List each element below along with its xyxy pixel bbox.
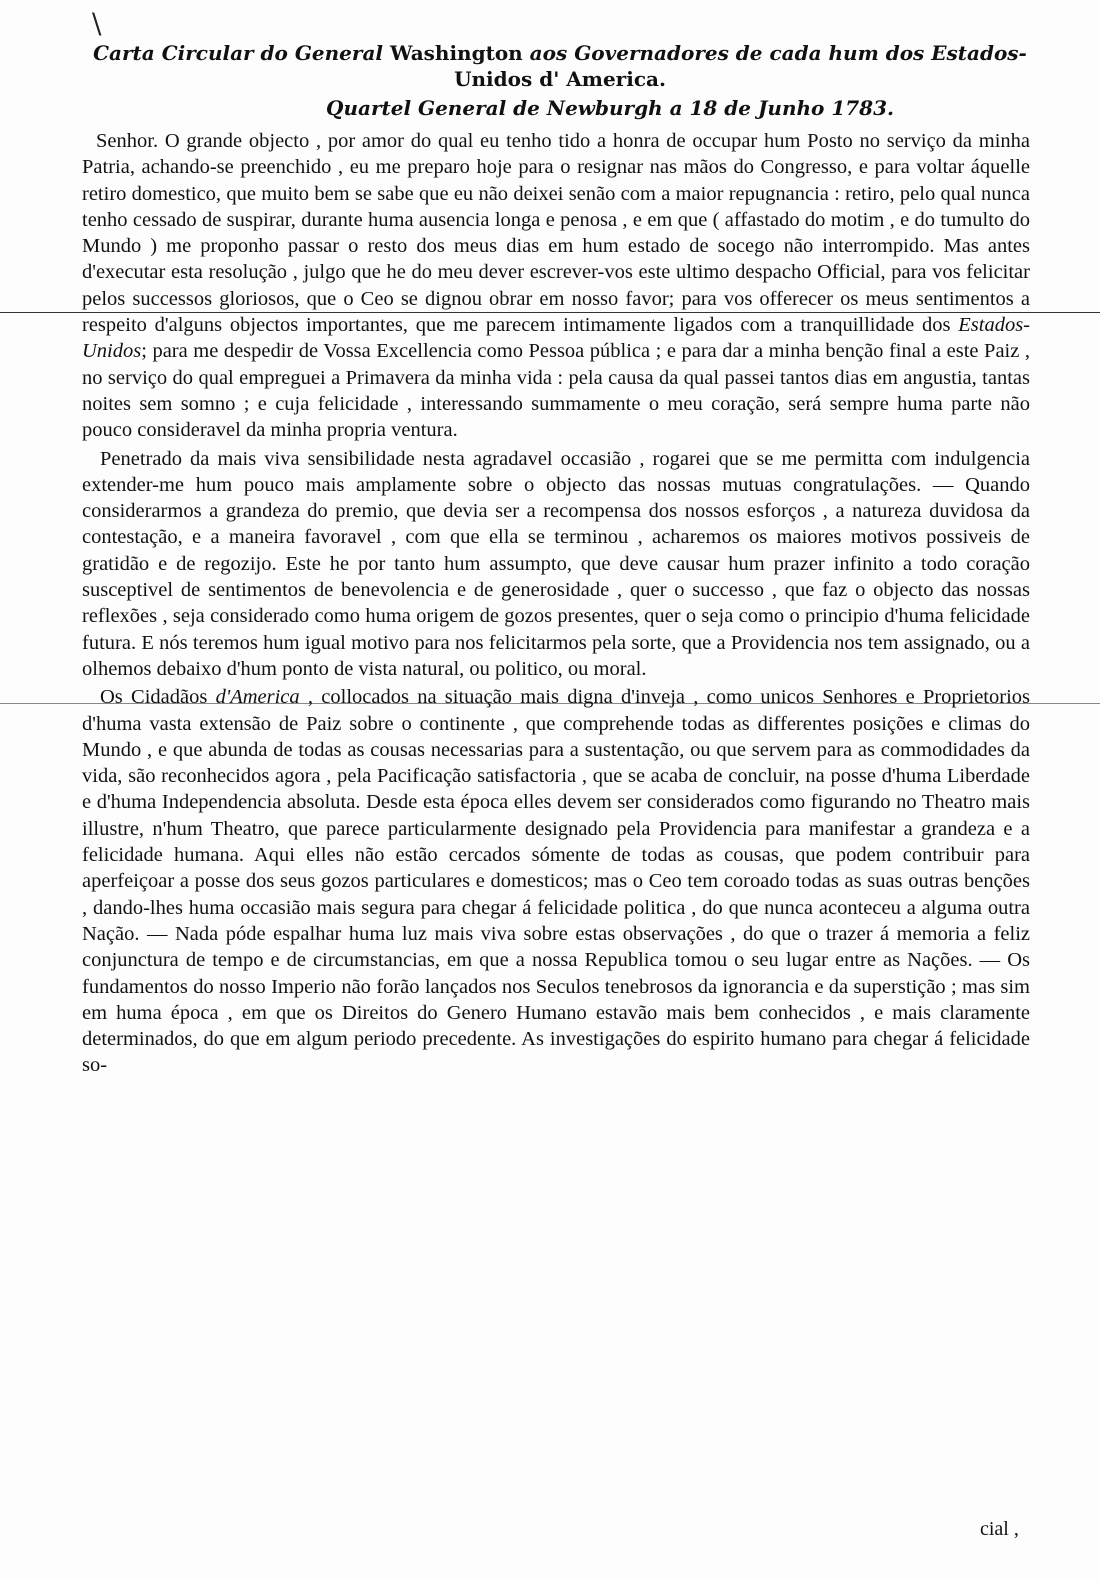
letter-body — [82, 128, 1030, 1079]
salutation: Senhor. — [96, 130, 159, 152]
paragraph-1-end: ; para me despedir de Vossa Excellencia como Pessoa pública ; e para dar a minha benção final a este Paiz , no serviço do qual empreguei a Primavera da minha vida : pela causa da qual passei tantos dias em angustia, tantas noites sem somno ; e cuja felicidade , interessando summamente o meu coração, será sempre huma parte não pouco consideravel da minha propria ventura. — [82, 340, 1030, 442]
title-line-1-end: aos Governadores de cada hum dos Estados- — [522, 41, 1027, 65]
catchword: cial , — [980, 1518, 1019, 1540]
paragraph-3-italic: d'America — [215, 686, 300, 709]
paragraph-1-text: O grande objecto , por amor do qual eu tenho tido a honra de occupar hum Posto no serviço da minha Patria, achando-se preenchido , eu me preparo hoje para o resignar nas mãos do Congresso, e para voltar áquelle retiro domestico, que muito bem se sabe que eu não deixei senão com a maior repugnancia : retiro, pelo qual nunca tenho cessado de suspirar, durante huma ausencia longa e penosa , e em que ( affastado do motim , e do tumulto do Mundo ) me proponho passar o resto dos meus dias em hum estado de socego não interrompido. Mas antes d'executar esta resolução , julgo que he do meu dever escrever-vos este ultimo despacho Official, para vos felicitar pelos successos gloriosos, que o Ceo se dignou obrar em nosso favor; para vos offerecer os meus sentimentos a respeito d'alguns objectos importantes, que me parecem intimamente ligados com a tranquillidade dos — [82, 130, 1030, 337]
dateline: Quartel General de Newburgh a 18 de Junho 1783. — [326, 96, 894, 120]
paragraph-2: Penetrado da mais viva sensibilidade nesta agradavel occasião , rogarei que se me permitta com indulgencia extender-me hum pouco mais amplamente sobre o objecto das nossas mutuas congratulações. — Quando considerarmos a grandeza do premio, que devia ser a recompensa dos nossos esforços , a natureza duvidosa da contestação, e a maneira favoravel , com que ella se terminou , acharemos os maiores motivos possiveis de gratidão e de regozijo. Este he por tanto hum assumpto, que deve causar hum prazer infinito a todo coração susceptivel de sentimentos de benevolencia e de generosidade , quer o successo , que faz o objecto das nossas reflexões , seja considerado como huma origem de gozos presentes, quer o seja como o principio d'huma felicidade futura. E nós teremos hum igual motivo para nos felicitarmos pela sorte, que a Providencia nos tem assignado, ou a olhemos debaixo d'hum ponto de vista natural, ou politico, ou moral. — [82, 447, 1030, 680]
title-line-1-start: Carta Circular do General — [93, 41, 390, 65]
paragraph-1-italic: Estados-Unidos — [82, 314, 1030, 363]
title-line-1 — [80, 40, 1040, 66]
title-name: Washington — [389, 41, 523, 65]
corner-mark: \ — [92, 7, 102, 40]
paragraph-1 — [82, 128, 1030, 444]
paragraph-3-text: , collocados na situação mais digna d'inveja , como unicos Senhores e Proprietorios d'huma vasta extensão de Paiz sobre o continente , que comprehende todas as differentes posições e climas do Mundo , e que abunda de todas as cousas necessarias para a sustentação, ou que servem para as commodidades da vida, são reconhecidos agora , pela Pacificação satisfactoria , que se acaba de concluir, na posse d'huma Liberdade e d'huma Independencia absoluta. Desde esta época elles devem ser considerados como figurando no Theatro mais illustre, n'hum Theatro, que parece particularmente designado pela Providencia para manifestar a grandeza e a felicidade humana. Aqui elles não estão cercados sómente de todas as cousas, que podem contribuir para aperfeiçoar a posse dos seus gozos particulares e domesticos; mas o Ceo tem coroado todas as suas outras benções , dando-lhes huma occasião mais segura para chegar á felicidade politica , do que nunca aconteceu a alguma outra Nação. — Nada póde espalhar huma luz mais viva sobre estas observações , do que o trazer á memoria a feliz conjunctura de tempo e de circumstancias, em que a nossa Republica tomou o seu lugar entre as Nações. — Os fundamentos do nosso Imperio não forão lançados nos Seculos tenebrosos da ignorancia e da superstição ; mas sim em huma época , em que os Direitos do Genero Humano estavão mais bem conhecidos , e mais claramente determinados, do que em algum periodo precedente. As investigações do espirito humano para chegar á felicidade so- — [82, 686, 1030, 1077]
document-title — [80, 40, 1040, 92]
paragraph-3-start: Os Cidadãos — [100, 686, 216, 709]
title-line-2: Unidos d' America. — [454, 67, 666, 91]
paragraph-3 — [82, 684, 1030, 1078]
